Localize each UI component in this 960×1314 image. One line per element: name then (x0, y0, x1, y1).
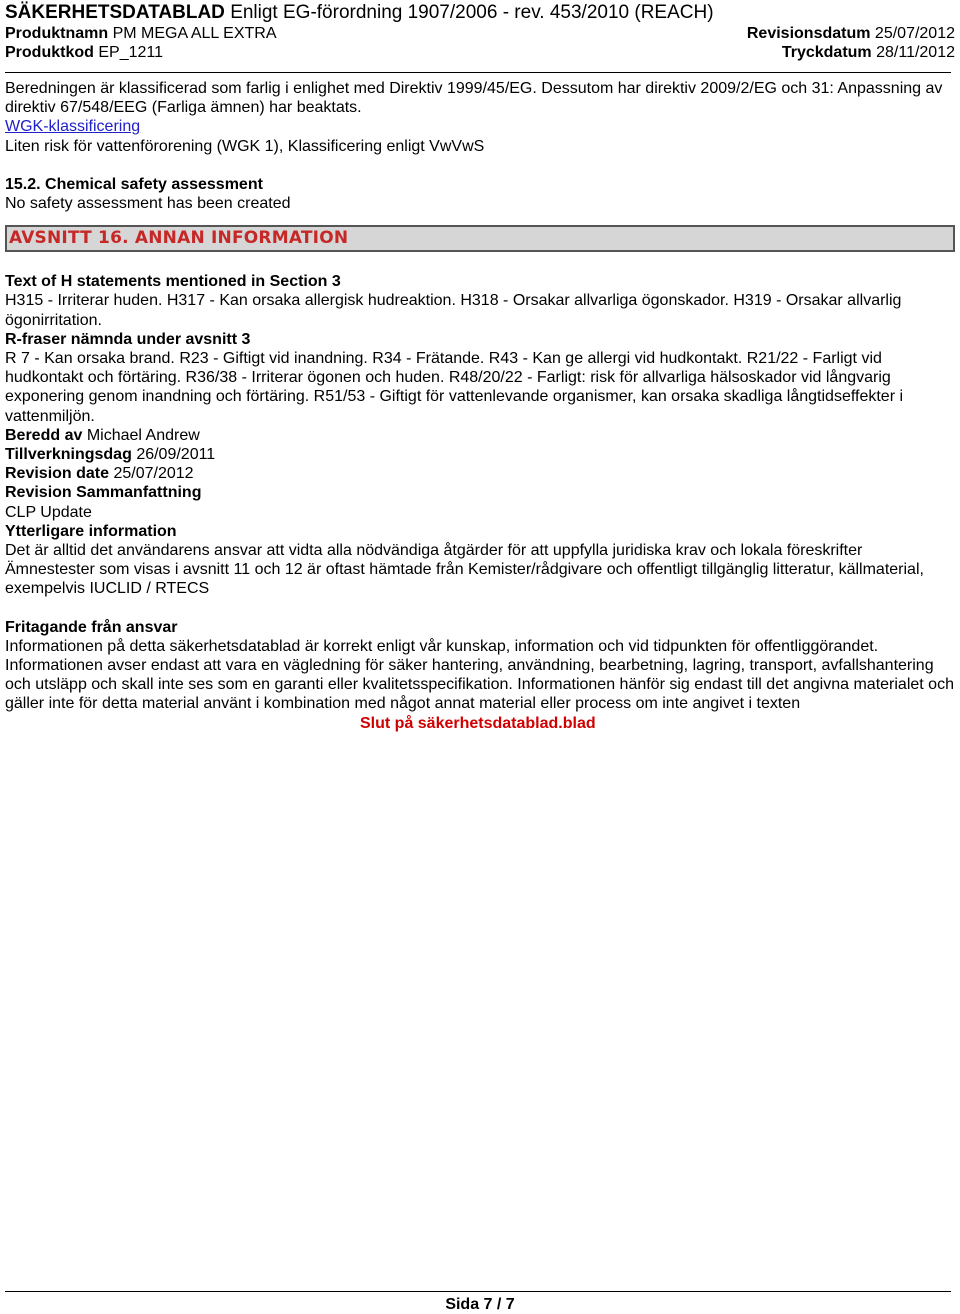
further-info-heading: Ytterligare information (5, 522, 177, 540)
h-statements-text: H315 - Irriterar huden. H317 - Kan orsaka allergisk hudreaktion. H318 - Orsakar allvarliga ögonskador. H319 - Orsakar allvarlig ögonirritation. (5, 292, 902, 329)
prepared-by: Beredd av Michael Andrew (5, 426, 200, 444)
wgk-text: Liten risk för vattenförorening (WGK 1), Klassificering enligt VwVwS (5, 137, 485, 155)
further-info-text-2: Ämnestester som visas i avsnitt 11 och 12 är oftast hämtade från Kemister/rådgivare och offentligt tillgänglig litteratur, källmaterial, exempelvis IUCLID / RTECS (5, 561, 924, 598)
section16-bar (5, 225, 955, 252)
document-title (5, 2, 714, 24)
h-statements-heading: Text of H statements mentioned in Section 3 (5, 273, 341, 291)
disclaimer-heading: Fritagande från ansvar (5, 618, 178, 636)
document-title-rest: Enligt EG-förordning 1907/2006 - rev. 453/2010 (REACH) (230, 2, 714, 23)
disclaimer-text-2: Informationen avser endast att vara en vägledning för säker hantering, användning, bearbetning, lagring, transport, avfallshantering och utsläpp och skall inte ses som en garanti eller kvalitetsspecifikation. Informationen hänför sig endast till det angivna materialet och gäller inte för detta material använt i kombination med något annat material eller process om inte angivet i texten (5, 657, 954, 713)
manufacture-date: Tillverkningsdag 26/09/2011 (5, 446, 216, 464)
revision-date: Revisionsdatum 25/07/2012 (746, 25, 955, 42)
header-row-1 (5, 25, 955, 43)
chem-safety-text: No safety assessment has been created (5, 195, 291, 213)
section16-title: AVSNITT 16. ANNAN INFORMATION (9, 228, 349, 249)
page-number: Sida 7 / 7 (445, 1296, 515, 1313)
wgk-link[interactable]: WGK-klassificering (5, 118, 141, 136)
header-row-2 (5, 44, 955, 62)
disclaimer-text-1: Informationen på detta säkerhetsdatablad är korrekt enligt vår kunskap, information och vid tidpunkten för offentliggörandet. (5, 637, 879, 655)
end-of-sheet-note: Slut på säkerhetsdatablad.blad (360, 714, 596, 732)
revision-summary-label: Revision Sammanfattning (5, 484, 202, 502)
section15-intro: Beredningen är klassificerad som farlig i enlighet med Direktiv 1999/45/EG. Dessutom har direktiv 2009/2/EG och 31: Anpassning av direktiv 67/548/EEG (Farliga ämnen) har beaktats. (5, 80, 943, 117)
product-code: Produktkod EP_1211 (5, 44, 163, 61)
header-divider (5, 72, 951, 73)
print-date: Tryckdatum 28/11/2012 (781, 44, 955, 61)
further-info-text-1: Det är alltid det användarens ansvar att vidta alla nödvändiga åtgärder för att uppfylla juridiska krav och lokala föreskrifter (5, 542, 863, 560)
document-body (5, 79, 955, 733)
footer-divider (5, 1291, 951, 1292)
product-name: Produktnamn PM MEGA ALL EXTRA (5, 25, 277, 42)
document-title-bold: SÄKERHETSDATABLAD (5, 2, 225, 23)
r-phrases-heading: R-fraser nämnda under avsnitt 3 (5, 330, 251, 348)
r-phrases-text: R 7 - Kan orsaka brand. R23 - Giftigt vid inandning. R34 - Frätande. R43 - Kan ge allergi vid hudkontakt. R21/22 - Farligt vid hudkontakt och förtäring. R36/38 - Irriterar ögonen och huden. R48/20/22 - Farligt: risk för allvarliga hälsoskador vid långvarig exponering genom inandning och förtäring. R51/53 - Giftigt för vattenlevande organismer, kan orsaka skadliga långtidseffekter i vattenmiljön. (5, 350, 904, 425)
revision-summary-value: CLP Update (5, 503, 92, 521)
revision-date-line: Revision date 25/07/2012 (5, 465, 194, 483)
chem-safety-heading: 15.2. Chemical safety assessment (5, 175, 263, 193)
